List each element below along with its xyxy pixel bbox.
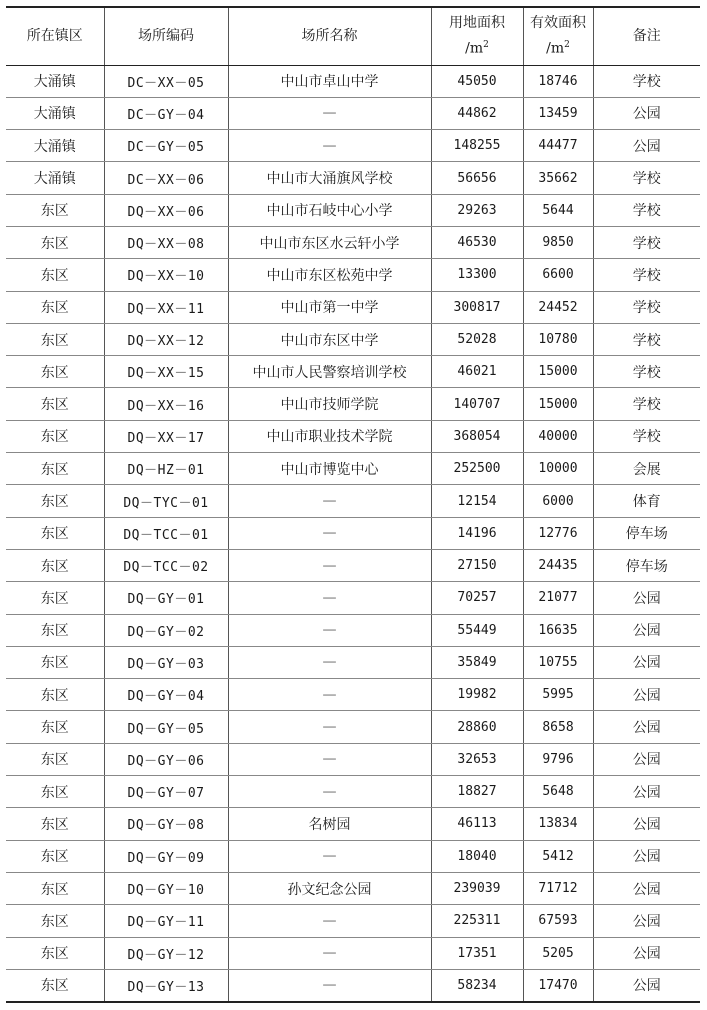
cell-effective-area: 44477 xyxy=(523,130,593,162)
cell-land-area: 225311 xyxy=(431,905,523,937)
cell-name: 中山市博览中心 xyxy=(228,453,431,485)
cell-effective-area: 21077 xyxy=(523,582,593,614)
cell-code: DC－GY－04 xyxy=(104,97,228,129)
cell-code: DQ－XX－06 xyxy=(104,194,228,226)
cell-note: 公园 xyxy=(593,872,700,904)
cell-code: DQ－XX－08 xyxy=(104,226,228,258)
cell-name: 中山市东区水云轩小学 xyxy=(228,226,431,258)
cell-town: 东区 xyxy=(6,614,104,646)
cell-effective-area: 13459 xyxy=(523,97,593,129)
land-area-unit-sup: 2 xyxy=(483,40,489,51)
cell-effective-area: 12776 xyxy=(523,517,593,549)
cell-name: — xyxy=(228,97,431,129)
cell-land-area: 239039 xyxy=(431,872,523,904)
cell-land-area: 19982 xyxy=(431,679,523,711)
cell-land-area: 70257 xyxy=(431,582,523,614)
cell-town: 东区 xyxy=(6,872,104,904)
cell-code: DQ－TYC－01 xyxy=(104,485,228,517)
header-code: 场所编码 xyxy=(104,7,228,65)
cell-note: 停车场 xyxy=(593,549,700,581)
cell-effective-area: 10000 xyxy=(523,453,593,485)
cell-note: 学校 xyxy=(593,259,700,291)
header-effective-area xyxy=(523,7,593,65)
cell-code: DC－XX－05 xyxy=(104,65,228,97)
cell-effective-area: 6000 xyxy=(523,485,593,517)
table-row xyxy=(6,485,700,517)
cell-note: 公园 xyxy=(593,646,700,678)
cell-code: DQ－GY－01 xyxy=(104,582,228,614)
cell-town: 东区 xyxy=(6,485,104,517)
cell-effective-area: 15000 xyxy=(523,356,593,388)
sites-table xyxy=(6,6,700,1003)
cell-name: — xyxy=(228,582,431,614)
cell-name: 中山市大涌旗风学校 xyxy=(228,162,431,194)
table-row xyxy=(6,162,700,194)
cell-name: — xyxy=(228,485,431,517)
table-row xyxy=(6,614,700,646)
cell-town: 东区 xyxy=(6,776,104,808)
cell-land-area: 27150 xyxy=(431,549,523,581)
cell-name: — xyxy=(228,646,431,678)
cell-note: 学校 xyxy=(593,65,700,97)
cell-code: DQ－TCC－02 xyxy=(104,549,228,581)
cell-code: DQ－GY－08 xyxy=(104,808,228,840)
cell-code: DQ－TCC－01 xyxy=(104,517,228,549)
cell-note: 学校 xyxy=(593,388,700,420)
cell-note: 停车场 xyxy=(593,517,700,549)
cell-name: 中山市职业技术学院 xyxy=(228,420,431,452)
cell-note: 学校 xyxy=(593,162,700,194)
cell-name: 中山市技师学院 xyxy=(228,388,431,420)
cell-note: 学校 xyxy=(593,323,700,355)
cell-town: 东区 xyxy=(6,259,104,291)
cell-code: DQ－GY－11 xyxy=(104,905,228,937)
table-row xyxy=(6,549,700,581)
cell-name: — xyxy=(228,549,431,581)
cell-effective-area: 8658 xyxy=(523,711,593,743)
cell-effective-area: 17470 xyxy=(523,969,593,1001)
table-row xyxy=(6,388,700,420)
cell-land-area: 35849 xyxy=(431,646,523,678)
cell-code: DQ－GY－10 xyxy=(104,872,228,904)
cell-effective-area: 67593 xyxy=(523,905,593,937)
cell-note: 公园 xyxy=(593,743,700,775)
cell-land-area: 46530 xyxy=(431,226,523,258)
cell-land-area: 46021 xyxy=(431,356,523,388)
effective-area-unit-text: /m xyxy=(546,41,565,58)
header-land-area-unit xyxy=(432,34,523,60)
cell-land-area: 12154 xyxy=(431,485,523,517)
cell-name: — xyxy=(228,840,431,872)
cell-town: 东区 xyxy=(6,388,104,420)
table-row xyxy=(6,259,700,291)
table-row xyxy=(6,937,700,969)
cell-town: 东区 xyxy=(6,646,104,678)
table-row xyxy=(6,194,700,226)
cell-town: 东区 xyxy=(6,969,104,1001)
table-row xyxy=(6,646,700,678)
cell-code: DQ－GY－03 xyxy=(104,646,228,678)
cell-note: 公园 xyxy=(593,808,700,840)
cell-name: — xyxy=(228,517,431,549)
cell-land-area: 55449 xyxy=(431,614,523,646)
cell-land-area: 52028 xyxy=(431,323,523,355)
cell-effective-area: 5995 xyxy=(523,679,593,711)
cell-land-area: 28860 xyxy=(431,711,523,743)
cell-town: 东区 xyxy=(6,808,104,840)
cell-note: 公园 xyxy=(593,905,700,937)
table-row xyxy=(6,743,700,775)
table-row xyxy=(6,65,700,97)
table-row xyxy=(6,679,700,711)
cell-effective-area: 18746 xyxy=(523,65,593,97)
cell-code: DQ－XX－17 xyxy=(104,420,228,452)
cell-note: 公园 xyxy=(593,937,700,969)
table-row xyxy=(6,420,700,452)
header-land-area-label: 用地面积 xyxy=(449,15,505,32)
cell-land-area: 300817 xyxy=(431,291,523,323)
cell-note: 公园 xyxy=(593,711,700,743)
header-note: 备注 xyxy=(593,7,700,65)
cell-town: 东区 xyxy=(6,937,104,969)
table-row xyxy=(6,776,700,808)
cell-code: DQ－GY－06 xyxy=(104,743,228,775)
table-row xyxy=(6,453,700,485)
cell-town: 东区 xyxy=(6,194,104,226)
cell-name: 名树园 xyxy=(228,808,431,840)
cell-name: — xyxy=(228,614,431,646)
cell-effective-area: 9850 xyxy=(523,226,593,258)
cell-effective-area: 9796 xyxy=(523,743,593,775)
cell-town: 东区 xyxy=(6,517,104,549)
cell-effective-area: 16635 xyxy=(523,614,593,646)
cell-land-area: 252500 xyxy=(431,453,523,485)
cell-effective-area: 10755 xyxy=(523,646,593,678)
table-row xyxy=(6,97,700,129)
cell-effective-area: 10780 xyxy=(523,323,593,355)
table-row xyxy=(6,808,700,840)
table-row xyxy=(6,969,700,1001)
cell-land-area: 29263 xyxy=(431,194,523,226)
table-row xyxy=(6,291,700,323)
cell-note: 公园 xyxy=(593,614,700,646)
cell-town: 东区 xyxy=(6,323,104,355)
cell-town: 东区 xyxy=(6,840,104,872)
cell-code: DQ－XX－11 xyxy=(104,291,228,323)
land-area-unit-text: /m xyxy=(465,41,484,58)
header-effective-area-unit xyxy=(524,34,593,60)
cell-code: DQ－GY－09 xyxy=(104,840,228,872)
cell-effective-area: 13834 xyxy=(523,808,593,840)
cell-code: DQ－XX－15 xyxy=(104,356,228,388)
cell-effective-area: 24435 xyxy=(523,549,593,581)
cell-name: — xyxy=(228,130,431,162)
table-body xyxy=(6,65,700,1002)
cell-land-area: 368054 xyxy=(431,420,523,452)
cell-land-area: 13300 xyxy=(431,259,523,291)
cell-note: 公园 xyxy=(593,130,700,162)
table-row xyxy=(6,517,700,549)
table-row xyxy=(6,905,700,937)
cell-town: 大涌镇 xyxy=(6,130,104,162)
cell-land-area: 56656 xyxy=(431,162,523,194)
table-row xyxy=(6,130,700,162)
cell-name: 孙文纪念公园 xyxy=(228,872,431,904)
cell-note: 公园 xyxy=(593,776,700,808)
cell-note: 学校 xyxy=(593,420,700,452)
cell-town: 东区 xyxy=(6,356,104,388)
cell-note: 学校 xyxy=(593,356,700,388)
cell-name: — xyxy=(228,743,431,775)
cell-name: — xyxy=(228,711,431,743)
cell-code: DQ－GY－13 xyxy=(104,969,228,1001)
table-row xyxy=(6,872,700,904)
cell-town: 东区 xyxy=(6,549,104,581)
cell-town: 大涌镇 xyxy=(6,97,104,129)
table-row xyxy=(6,711,700,743)
cell-effective-area: 35662 xyxy=(523,162,593,194)
cell-effective-area: 6600 xyxy=(523,259,593,291)
cell-code: DQ－GY－02 xyxy=(104,614,228,646)
cell-name: 中山市第一中学 xyxy=(228,291,431,323)
cell-land-area: 140707 xyxy=(431,388,523,420)
table-row xyxy=(6,226,700,258)
cell-note: 公园 xyxy=(593,969,700,1001)
cell-note: 会展 xyxy=(593,453,700,485)
cell-effective-area: 40000 xyxy=(523,420,593,452)
cell-land-area: 58234 xyxy=(431,969,523,1001)
cell-town: 东区 xyxy=(6,453,104,485)
cell-code: DQ－GY－07 xyxy=(104,776,228,808)
cell-land-area: 18040 xyxy=(431,840,523,872)
cell-note: 学校 xyxy=(593,194,700,226)
cell-name: — xyxy=(228,679,431,711)
cell-land-area: 46113 xyxy=(431,808,523,840)
cell-name: — xyxy=(228,776,431,808)
cell-code: DC－XX－06 xyxy=(104,162,228,194)
table-header xyxy=(6,7,700,65)
cell-effective-area: 24452 xyxy=(523,291,593,323)
cell-name: 中山市人民警察培训学校 xyxy=(228,356,431,388)
cell-land-area: 148255 xyxy=(431,130,523,162)
cell-name: 中山市石岐中心小学 xyxy=(228,194,431,226)
header-row xyxy=(6,7,700,65)
cell-note: 公园 xyxy=(593,679,700,711)
cell-name: — xyxy=(228,905,431,937)
header-town: 所在镇区 xyxy=(6,7,104,65)
cell-name: 中山市东区中学 xyxy=(228,323,431,355)
cell-effective-area: 5412 xyxy=(523,840,593,872)
cell-effective-area: 5644 xyxy=(523,194,593,226)
cell-town: 东区 xyxy=(6,743,104,775)
cell-effective-area: 15000 xyxy=(523,388,593,420)
cell-town: 东区 xyxy=(6,226,104,258)
cell-effective-area: 5205 xyxy=(523,937,593,969)
cell-town: 大涌镇 xyxy=(6,65,104,97)
effective-area-unit-sup: 2 xyxy=(564,40,570,51)
cell-land-area: 17351 xyxy=(431,937,523,969)
cell-note: 公园 xyxy=(593,97,700,129)
cell-effective-area: 71712 xyxy=(523,872,593,904)
cell-note: 学校 xyxy=(593,291,700,323)
cell-note: 体育 xyxy=(593,485,700,517)
cell-town: 东区 xyxy=(6,420,104,452)
cell-land-area: 44862 xyxy=(431,97,523,129)
cell-land-area: 45050 xyxy=(431,65,523,97)
cell-name: — xyxy=(228,969,431,1001)
cell-code: DQ－GY－05 xyxy=(104,711,228,743)
header-land-area xyxy=(431,7,523,65)
header-effective-area-label: 有效面积 xyxy=(530,15,586,32)
cell-name: 中山市东区松苑中学 xyxy=(228,259,431,291)
cell-note: 公园 xyxy=(593,840,700,872)
table-row xyxy=(6,323,700,355)
cell-town: 东区 xyxy=(6,291,104,323)
cell-name: — xyxy=(228,937,431,969)
cell-town: 大涌镇 xyxy=(6,162,104,194)
cell-town: 东区 xyxy=(6,582,104,614)
cell-code: DC－GY－05 xyxy=(104,130,228,162)
cell-code: DQ－HZ－01 xyxy=(104,453,228,485)
header-name: 场所名称 xyxy=(228,7,431,65)
cell-note: 学校 xyxy=(593,226,700,258)
cell-code: DQ－GY－12 xyxy=(104,937,228,969)
cell-code: DQ－XX－12 xyxy=(104,323,228,355)
table-row xyxy=(6,582,700,614)
cell-land-area: 32653 xyxy=(431,743,523,775)
cell-name: 中山市卓山中学 xyxy=(228,65,431,97)
table-row xyxy=(6,840,700,872)
cell-town: 东区 xyxy=(6,905,104,937)
cell-town: 东区 xyxy=(6,679,104,711)
cell-code: DQ－XX－10 xyxy=(104,259,228,291)
cell-code: DQ－GY－04 xyxy=(104,679,228,711)
cell-note: 公园 xyxy=(593,582,700,614)
cell-code: DQ－XX－16 xyxy=(104,388,228,420)
cell-land-area: 14196 xyxy=(431,517,523,549)
cell-land-area: 18827 xyxy=(431,776,523,808)
table-row xyxy=(6,356,700,388)
cell-town: 东区 xyxy=(6,711,104,743)
cell-effective-area: 5648 xyxy=(523,776,593,808)
